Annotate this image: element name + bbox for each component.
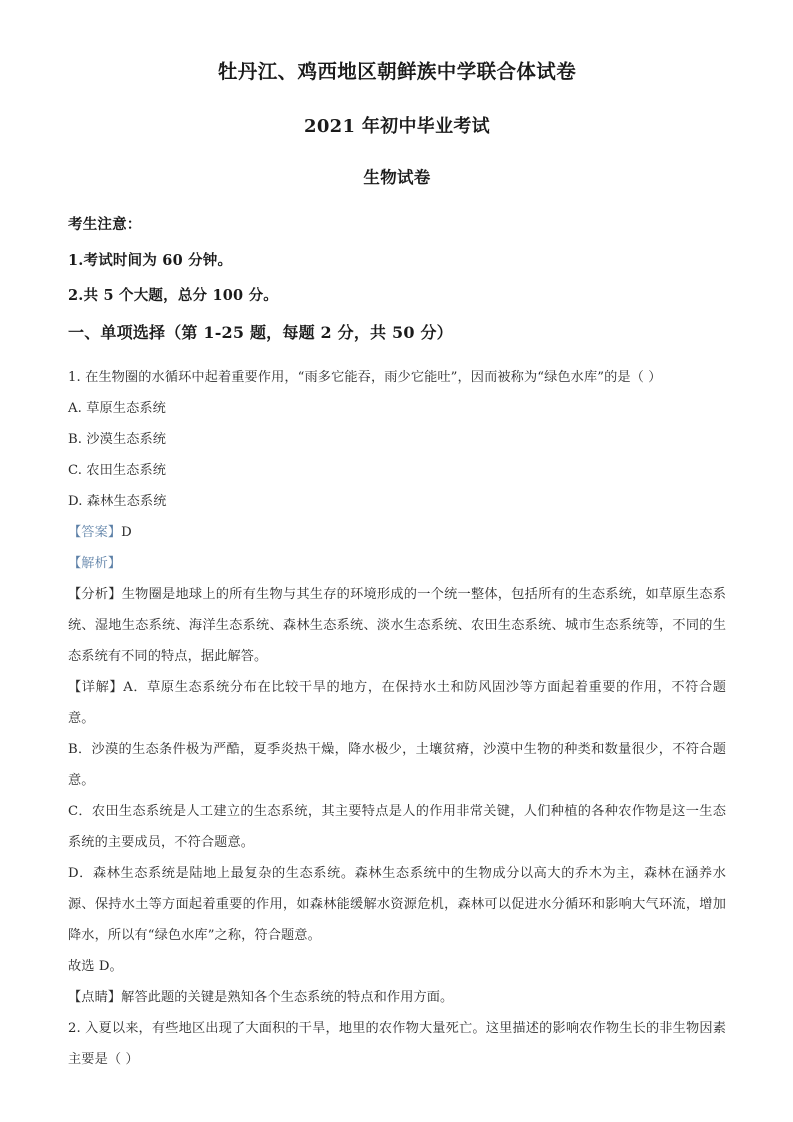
answer-line (68, 517, 726, 548)
key-point-paragraph (68, 982, 726, 1013)
explanation-paragraph (68, 796, 726, 858)
question-option-b[interactable]: B. 沙漠生态系统 (68, 431, 167, 447)
explanation-text: A．草原生态系统分布在比较干旱的地方，在保持水土和防风固沙等方面起着重要的作用，不符合题意。 (68, 679, 726, 726)
explanation-label: 【详解】 (68, 679, 124, 695)
key-point-label: 【点睛】 (68, 989, 122, 1005)
question-2 (68, 1013, 726, 1075)
analysis-label: 【解析】 (68, 555, 122, 571)
notice-header: 考生注意： (68, 216, 142, 233)
subject-title: 生物试卷 (363, 167, 431, 187)
page-content (68, 0, 726, 1075)
explanation-paragraph (68, 858, 726, 951)
notice-item-duration: 1.考试时间为 60 分钟。 (68, 251, 233, 269)
final-choice-line (68, 951, 726, 982)
page-title: 牡丹江、鸡西地区朝鲜族中学联合体试卷 (217, 60, 577, 83)
explanation-text: D．森林生态系统是陆地上最复杂的生态系统。森林生态系统中的生物成分以高大的乔木为主，森林在涵养水源、保持水土等方面起着重要的作用，如森林能缓解水资源危机，森林可以促进水分循环和影响大气环流，增加降水，所以有“绿色水库”之称，符合题意。 (68, 865, 726, 943)
explanation-paragraph (68, 672, 726, 734)
title-block (68, 0, 726, 186)
answer-value: D (121, 524, 132, 540)
notice-item-structure: 2.共 5 个大题，总分 100 分。 (68, 287, 278, 304)
explanation-paragraph (68, 579, 726, 672)
question-option-d[interactable]: D. 森林生态系统 (68, 493, 167, 509)
analysis-header (68, 548, 726, 579)
question-stem: 2. 入夏以来，有些地区出现了大面积的干旱，地里的农作物大量死亡。这里描述的影响农作物生长的非生物因素主要是（ ） (68, 1020, 726, 1067)
answer-label: 【答案】 (68, 524, 122, 540)
exam-year-title: 2021 年初中毕业考试 (304, 115, 490, 137)
candidate-notice (68, 218, 726, 304)
question-option-a[interactable]: A. 草原生态系统 (68, 400, 166, 416)
question-option-c[interactable]: C. 农田生态系统 (68, 462, 167, 478)
section-heading-1: 一、单项选择（第 1-25 题，每题 2 分，共 50 分） (68, 322, 453, 342)
explanation-text: C．农田生态系统是人工建立的生态系统，其主要特点是人的作用非常关键，人们种植的各种农作物是这一生态系统的主要成员，不符合题意。 (68, 803, 726, 850)
explanation-text: B．沙漠的生态条件极为严酷，夏季炎热干燥，降水极少，土壤贫瘠，沙漠中生物的种类和数量很少，不符合题意。 (68, 741, 726, 788)
explanation-text: 故选 D。 (68, 958, 123, 974)
explanation-label: 【分析】 (68, 586, 122, 602)
explanation-paragraph (68, 734, 726, 796)
question-stem: 1. 在生物圈的水循环中起着重要作用，“雨多它能吞，雨少它能吐”，因而被称为“绿色水库”的是（ ） (68, 369, 662, 385)
question-1 (68, 362, 726, 1013)
explanation-text: 解答此题的关键是熟知各个生态系统的特点和作用方面。 (121, 989, 454, 1005)
explanation-text: 生物圈是地球上的所有生物与其生存的环境形成的一个统一整体，包括所有的生态系统，如草原生态系统、湿地生态系统、海洋生态系统、森林生态系统、淡水生态系统、农田生态系统、城市生态系统等，不同的生态系统有不同的特点，据此解答。 (68, 586, 726, 664)
